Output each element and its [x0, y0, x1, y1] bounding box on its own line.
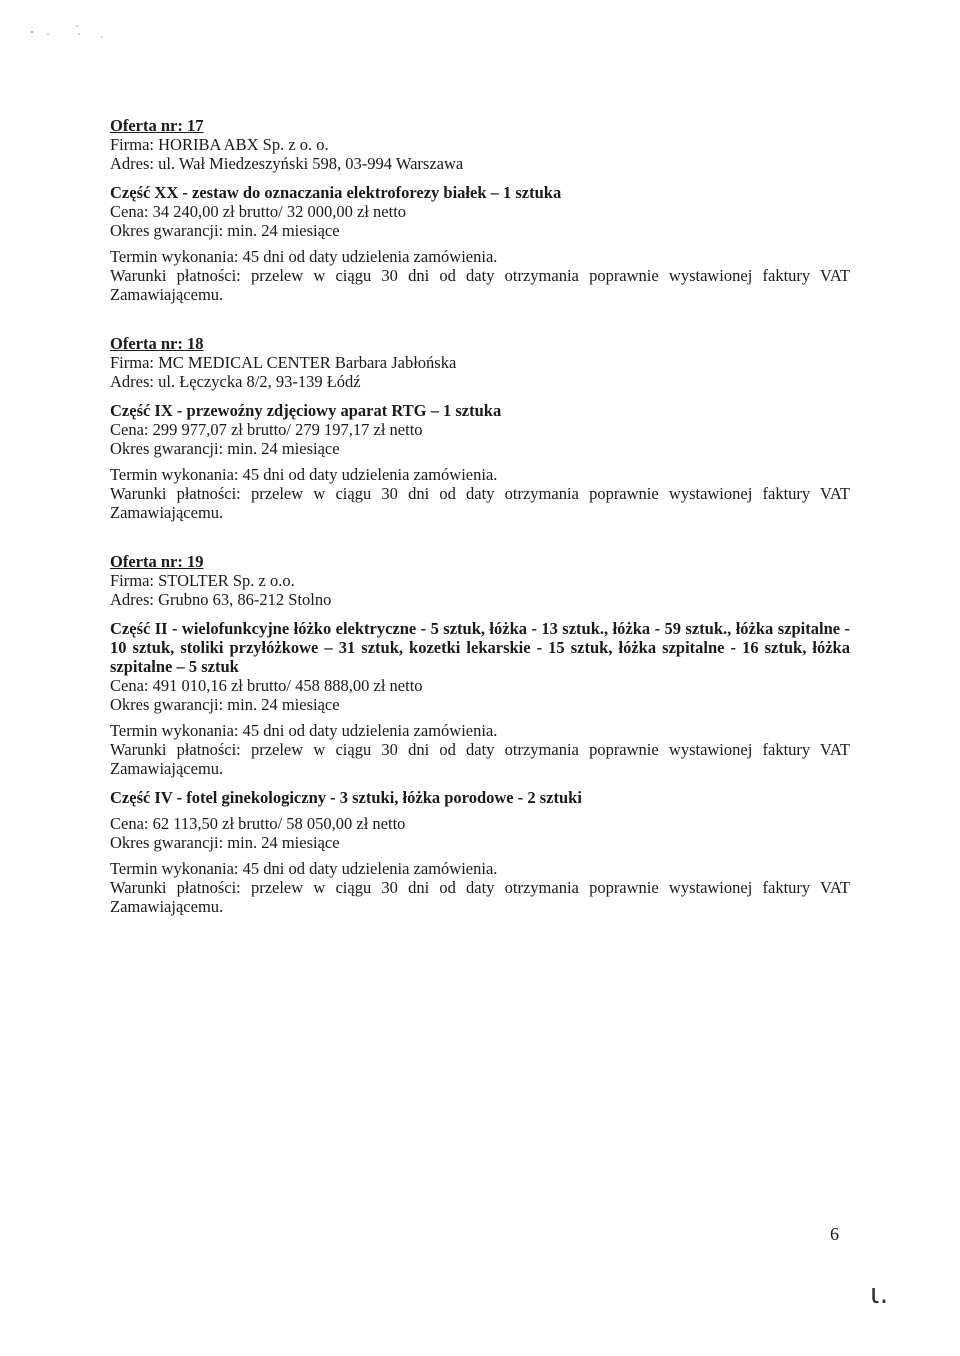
part-price: Cena: 491 010,16 zł brutto/ 458 888,00 zł netto [110, 676, 423, 695]
part-title: Część IX - przewoźny zdjęciowy aparat RTG – 1 sztuka [110, 401, 502, 420]
offer-part [110, 619, 850, 778]
offer-address: Adres: ul. Łęczycka 8/2, 93-139 Łódź [110, 372, 361, 391]
offer-firm: Firma: STOLTER Sp. z o.o. [110, 571, 295, 590]
offer-address: Adres: Grubno 63, 86-212 Stolno [110, 590, 332, 609]
offer-address: Adres: ul. Wał Miedzeszyński 598, 03-994 Warszawa [110, 154, 464, 173]
document-body [110, 116, 850, 946]
part-price: Cena: 299 977,07 zł brutto/ 279 197,17 zł netto [110, 420, 423, 439]
part-payment: Warunki płatności: przelew w ciągu 30 dni od daty otrzymania poprawnie wystawionej faktury VAT [110, 266, 850, 285]
offer-19 [110, 552, 850, 916]
offer-firm: Firma: MC MEDICAL CENTER Barbara Jabłońska [110, 353, 457, 372]
part-title: Część IV - fotel ginekologiczny - 3 sztuki, łóżka porodowe - 2 sztuki [110, 788, 582, 807]
part-payment: Warunki płatności: przelew w ciągu 30 dni od daty otrzymania poprawnie wystawionej faktury VAT [110, 740, 850, 759]
offer-number: Oferta nr: 18 [110, 334, 204, 353]
part-payment-cont: Zamawiającemu. [110, 897, 224, 916]
part-title: Część II - wielofunkcyjne łóżko elektryczne - 5 sztuk, łóżka - 13 sztuk., łóżka - 59 sztuk., łóżka szpitalne - 10 sztuk, stoliki przyłóżkowe – 31 sztuk, kozetki lekarskie - 15 sztuk, łóżka szpitalne - 16 sztuk, łóżka szpitalne – 5 sztuk [110, 619, 850, 676]
part-warranty: Okres gwarancji: min. 24 miesiące [110, 221, 340, 240]
part-title: Część XX - zestaw do oznaczania elektroforezy białek – 1 sztuka [110, 183, 562, 202]
part-price: Cena: 34 240,00 zł brutto/ 32 000,00 zł netto [110, 202, 407, 221]
part-payment: Warunki płatności: przelew w ciągu 30 dni od daty otrzymania poprawnie wystawionej faktury VAT [110, 878, 850, 897]
offer-part [110, 788, 850, 916]
part-payment-cont: Zamawiającemu. [110, 285, 224, 304]
offer-number: Oferta nr: 19 [110, 552, 204, 571]
part-term: Termin wykonania: 45 dni od daty udzielenia zamówienia. [110, 721, 498, 740]
part-term: Termin wykonania: 45 dni od daty udzielenia zamówienia. [110, 247, 498, 266]
offer-part [110, 183, 850, 304]
part-term: Termin wykonania: 45 dni od daty udzielenia zamówienia. [110, 859, 498, 878]
offer-17 [110, 116, 850, 304]
part-payment-cont: Zamawiającemu. [110, 759, 224, 778]
part-payment: Warunki płatności: przelew w ciągu 30 dni od daty otrzymania poprawnie wystawionej faktury VAT [110, 484, 850, 503]
page-number: 6 [830, 1224, 839, 1244]
part-price: Cena: 62 113,50 zł brutto/ 58 050,00 zł netto [110, 814, 406, 833]
offer-number: Oferta nr: 17 [110, 116, 204, 135]
part-payment-cont: Zamawiającemu. [110, 503, 224, 522]
part-term: Termin wykonania: 45 dni od daty udzielenia zamówienia. [110, 465, 498, 484]
scan-specks [30, 20, 120, 40]
part-warranty: Okres gwarancji: min. 24 miesiące [110, 439, 340, 458]
part-warranty: Okres gwarancji: min. 24 miesiące [110, 695, 340, 714]
offer-firm: Firma: HORIBA ABX Sp. z o. o. [110, 135, 329, 154]
offer-part [110, 401, 850, 522]
part-warranty: Okres gwarancji: min. 24 miesiące [110, 833, 340, 852]
handwritten-mark: ι. [870, 1277, 889, 1310]
offer-18 [110, 334, 850, 522]
